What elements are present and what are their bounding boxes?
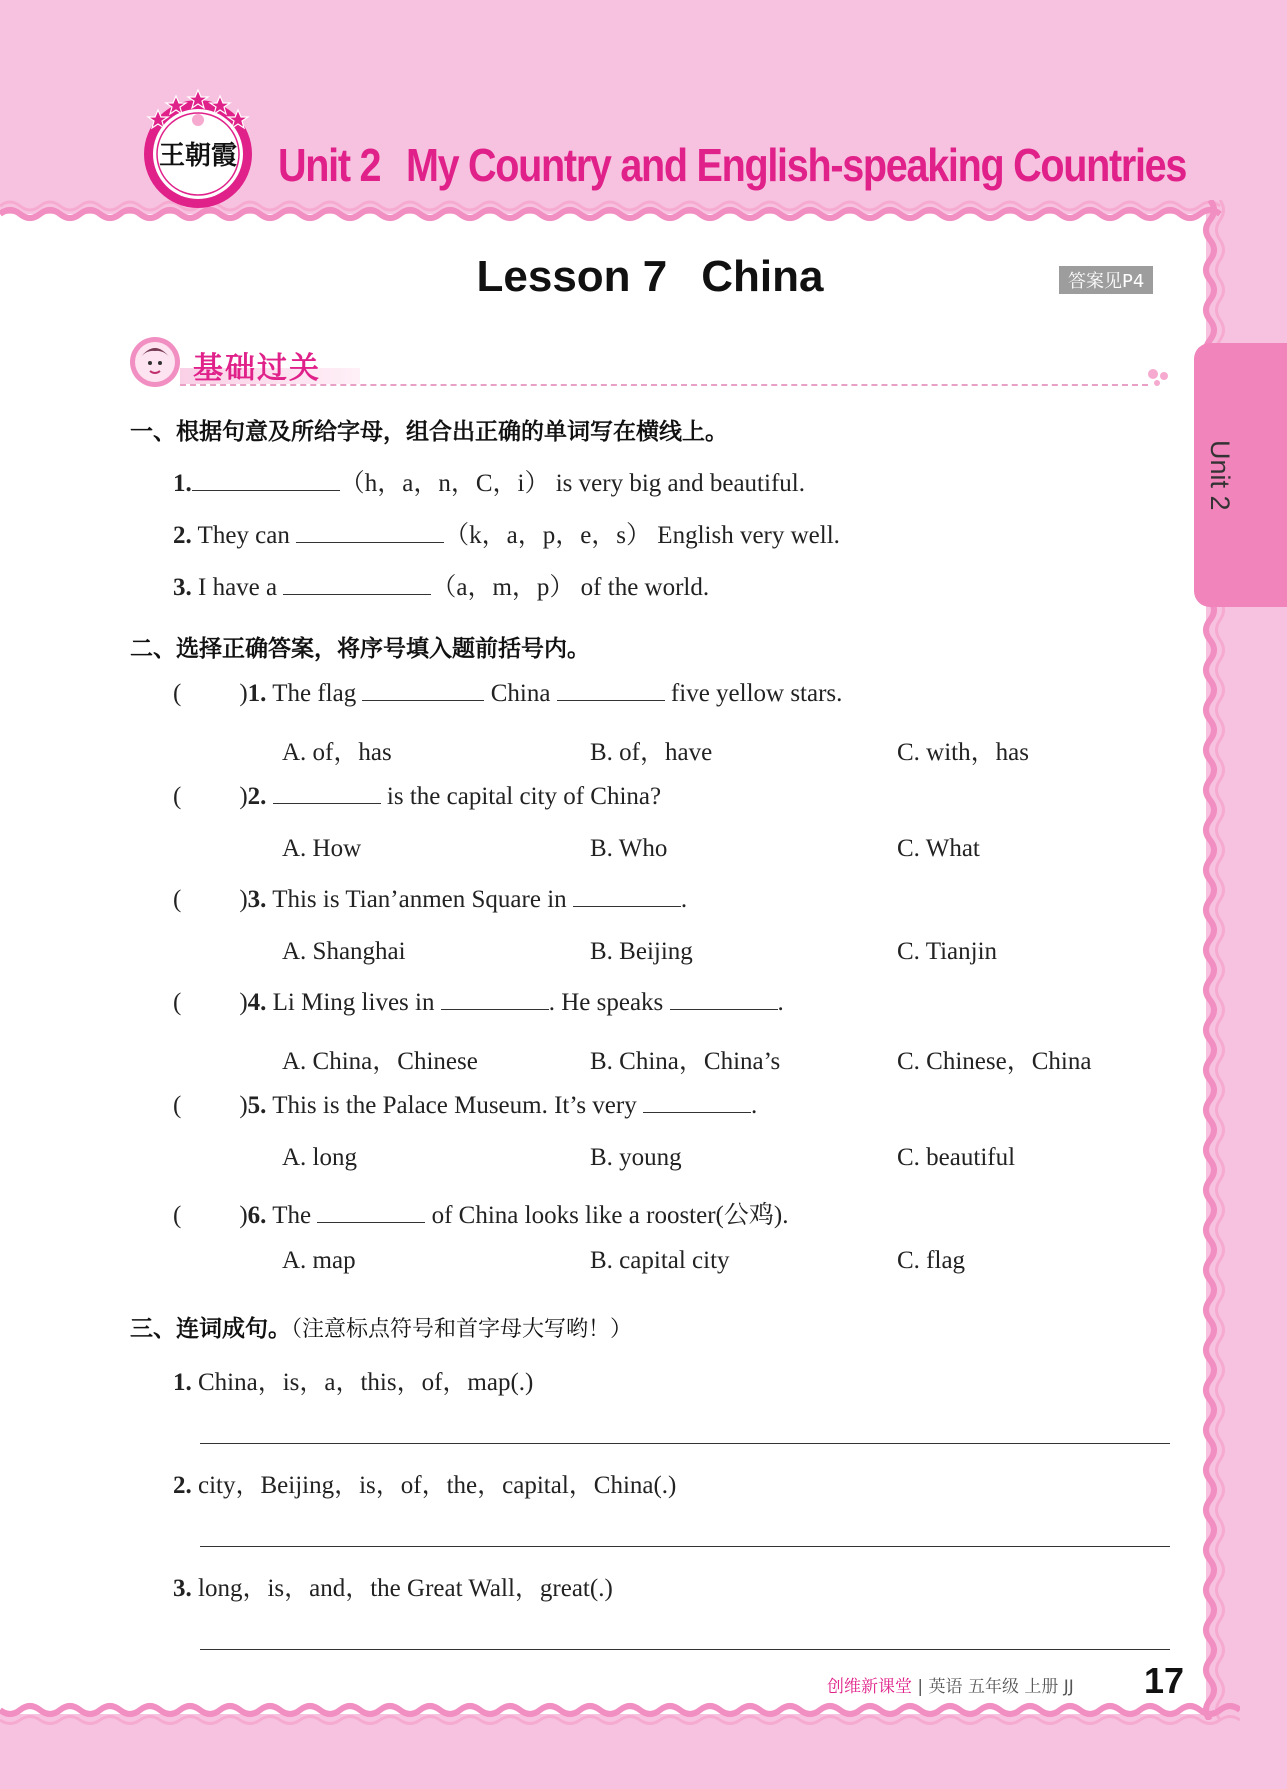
answer-blank[interactable] — [192, 470, 340, 491]
answer-reference-tag: 答案见P4 — [1059, 266, 1153, 294]
choice-question: ( )3. This is Tian’anmen Square in . — [173, 886, 688, 913]
answer-blank[interactable] — [362, 680, 484, 701]
choice-question: ( )2. is the capital city of China? — [173, 783, 662, 810]
option-c[interactable]: C. Chinese，China — [897, 1048, 1092, 1075]
choice-question: ( )4. Li Ming lives in . He speaks . — [173, 989, 784, 1016]
answer-paren-open[interactable]: ( — [173, 886, 182, 913]
part1-item: 2. They can （k，a，p，e，s） English very well. — [173, 522, 840, 549]
lesson-number: Lesson 7 — [476, 252, 668, 301]
lesson-name: China — [701, 252, 824, 301]
option-a[interactable]: A. China，Chinese — [282, 1048, 478, 1075]
part1-item: 1. （h，a，n，C，i） is very big and beautiful. — [173, 470, 805, 497]
option-c[interactable]: C. flag — [897, 1247, 966, 1274]
answer-paren-close: ) — [239, 783, 248, 810]
part2-heading: 二、选择正确答案，将序号填入题前括号内。 — [130, 636, 590, 662]
answer-paren-open[interactable]: ( — [173, 783, 182, 810]
girl-avatar-icon — [128, 336, 182, 388]
answer-paren-open[interactable]: ( — [173, 989, 182, 1016]
answer-blank[interactable] — [273, 783, 381, 804]
part1-heading: 一、根据句意及所给字母，组合出正确的单词写在横线上。 — [130, 419, 728, 445]
footer-brand: 创维新课堂 — [827, 1677, 912, 1697]
answer-blank[interactable] — [283, 574, 431, 595]
answer-paren-close: ) — [239, 989, 248, 1016]
option-a[interactable]: A. long — [282, 1144, 357, 1171]
part1-item: 3. I have a （a，m，p） of the world. — [173, 574, 710, 601]
option-b[interactable]: B. young — [590, 1144, 682, 1171]
sentence-item: 1. China，is，a，this，of，map(.) — [173, 1369, 534, 1396]
option-a[interactable]: A. How — [282, 835, 362, 862]
answer-blank[interactable] — [296, 522, 444, 543]
option-a[interactable]: A. Shanghai — [282, 938, 406, 965]
decor-dots — [1145, 366, 1171, 388]
bottom-wave-border — [0, 1696, 1240, 1732]
answer-paren-close: ) — [239, 1202, 248, 1229]
answer-line[interactable] — [200, 1443, 1170, 1444]
answer-paren-close: ) — [239, 886, 248, 913]
part3-heading: 三、连词成句。（注意标点符号和首字母大写哟！） — [130, 1316, 633, 1342]
footer-subject: 英语 五年级 上册 JJ — [928, 1677, 1074, 1697]
choice-question: ( )1. The flag China five yellow stars. — [173, 680, 843, 707]
option-a[interactable]: A. map — [282, 1247, 356, 1274]
answer-paren-open[interactable]: ( — [173, 1092, 182, 1119]
answer-blank[interactable] — [317, 1202, 425, 1223]
part3-note: （注意标点符号和首字母大写哟！） — [291, 1317, 633, 1342]
answer-line[interactable] — [200, 1649, 1170, 1650]
section-divider — [180, 384, 1148, 386]
option-a[interactable]: A. of，has — [282, 739, 392, 766]
choice-question: ( )6. The of China looks like a rooster(公鸡). — [173, 1202, 789, 1229]
answer-paren-open[interactable]: ( — [173, 1202, 182, 1229]
option-b[interactable]: B. Who — [590, 835, 668, 862]
page-number: 17 — [1144, 1660, 1185, 1701]
option-b[interactable]: B. Beijing — [590, 938, 693, 965]
option-c[interactable]: C. Tianjin — [897, 938, 998, 965]
wang-zhaoxia-logo — [136, 88, 260, 212]
option-c[interactable]: C. What — [897, 835, 980, 862]
answer-blank[interactable] — [557, 680, 665, 701]
sentence-item: 3. long，is，and，the Great Wall，great(.) — [173, 1575, 613, 1602]
answer-blank[interactable] — [441, 989, 549, 1010]
answer-blank[interactable] — [573, 886, 681, 907]
answer-blank[interactable] — [670, 989, 778, 1010]
side-tab-label: Unit 2 — [1205, 440, 1235, 511]
answer-blank[interactable] — [643, 1092, 751, 1113]
choice-question: ( )5. This is the Palace Museum. It’s very . — [173, 1092, 758, 1119]
unit-heading — [278, 138, 1186, 192]
answer-paren-close: ) — [239, 1092, 248, 1119]
sentence-item: 2. city，Beijing，is，of，the，capital，China(.) — [173, 1472, 677, 1499]
footer-book-info: 创维新课堂 | 英语 五年级 上册 JJ — [827, 1677, 1074, 1697]
logo-text: 王朝霞 — [158, 141, 238, 171]
unit-title: My Country and English-speaking Countries — [405, 139, 1187, 191]
option-b[interactable]: B. capital city — [590, 1247, 730, 1274]
unit-label: Unit 2 — [278, 139, 381, 191]
answer-line[interactable] — [200, 1546, 1170, 1547]
option-c[interactable]: C. with，has — [897, 739, 1029, 766]
option-b[interactable]: B. China，China’s — [590, 1048, 781, 1075]
section-title: 基础过关 — [193, 351, 321, 386]
answer-paren-open[interactable]: ( — [173, 680, 182, 707]
option-c[interactable]: C. beautiful — [897, 1144, 1016, 1171]
answer-paren-close: ) — [239, 680, 248, 707]
option-b[interactable]: B. of，have — [590, 739, 713, 766]
